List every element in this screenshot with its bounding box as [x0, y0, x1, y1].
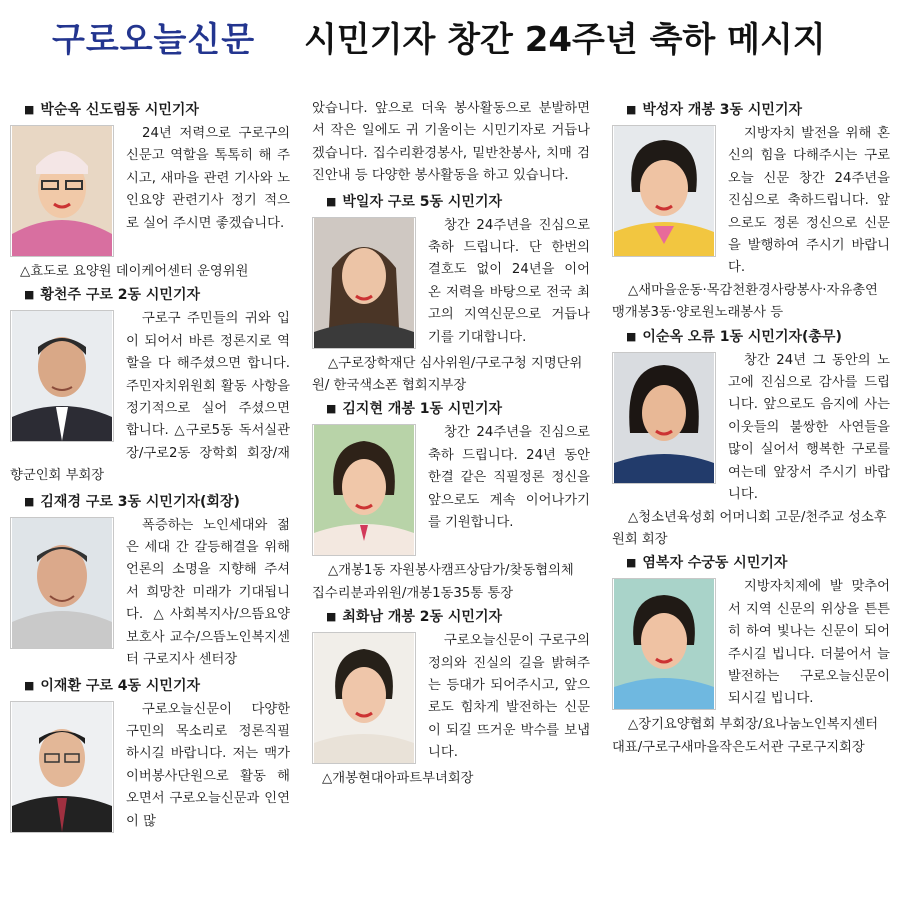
message-text: 지방자치제에 발 맞추어서 지역 신문의 위상을 튼튼히 하여 빛나는 신문이 되어 주시길 빕니다. 더불어서 늘 발전하는 구로오늘신문이 되시길 빕니다.	[728, 579, 890, 707]
reporter-affiliation: △새마을운동·목감천환경사랑봉사·자유총연맹개봉3동·양로원노래봉사 등	[612, 282, 878, 321]
reporter-photo	[612, 125, 716, 257]
column-1	[10, 98, 290, 912]
portrait-icon	[613, 126, 715, 256]
reporter-name: ■ 최화남 개봉 2동 시민기자	[326, 605, 590, 630]
reporter-name: ■ 김지현 개봉 1동 시민기자	[326, 397, 590, 422]
reporter-name: ■ 박순옥 신도림동 시민기자	[24, 98, 290, 123]
message-text: 구로오늘신문이 구로구의 정의와 진실의 길을 밝혀주는 등대가 되어주시고, 앞으로도 힘차게 발전하는 신문이 되길 뜨거운 박수를 보냅니다.	[428, 633, 590, 761]
continued-text: 았습니다. 앞으로 더욱 봉사활동으로 분발하면서 작은 일에도 귀 기울이는 시민기자로 거듭나겠습니다. 집수리환경봉사, 밑반찬봉사, 치매 검진안내 등 다양한 봉사활동을 하고 있습니다.	[312, 101, 590, 184]
message-text: 구로구 주민들의 귀와 입이 되어서 바른 정론지로 역할을 다 해주셨으면 합니다. 주민자치위원회 활동 사항을 정기적으로 실어 주셨으면 합니다. △구로5동 독서실관장/구로2동 장학회 회장/재향군인회 부회장	[10, 311, 290, 484]
reporter-name: ■ 이순옥 오류 1동 시민기자(총무)	[626, 325, 890, 350]
message-text: 24년 저력으로 구로구의 신문고 역할을 톡톡히 해 주시고, 새마을 관련 기사와 노인요양 관련기사 정기 적으로 실어 주시면 좋겠습니다.	[126, 126, 290, 231]
portrait-icon	[11, 518, 113, 648]
reporter-photo	[312, 632, 416, 764]
portrait-icon	[11, 311, 113, 441]
reporter-affiliation: △장기요양협회 부회장/요나눔노인복지센터대표/구로구새마을작은도서관 구로구지회장	[612, 717, 879, 755]
column-3	[612, 98, 890, 912]
reporter-name: ■ 김재경 구로 3동 시민기자(회장)	[24, 490, 290, 515]
reporter-photo	[612, 352, 716, 484]
portrait-icon	[313, 425, 415, 555]
reporter-photo	[10, 310, 114, 442]
reporter-name: ■ 황천주 구로 2동 시민기자	[24, 283, 290, 308]
message-text: 지방자치 발전을 위해 혼신의 힘을 다해주시는 구로오늘 신문 창간 24주년을 진심으로 축하드립니다. 앞으로도 정론 정신으로 신문을 발행하여 주시기 바랍니다.	[728, 126, 890, 276]
message-text: 창간 24년 그 동안의 노고에 진심으로 감사를 드립니다. 앞으로도 음지에 사는 이웃들의 불쌍한 사연들을 많이 실어서 행복한 구로를 여는데 앞장서 주시기 바랍니다.	[728, 352, 890, 503]
portrait-icon	[613, 353, 715, 483]
reporter-affiliation: △청소년육성회 어머니회 고문/천주교 성소후원회 회장	[612, 509, 887, 547]
reporter-name: ■ 박성자 개봉 3동 시민기자	[626, 98, 890, 123]
reporter-affiliation: △개봉1동 자원봉사캠프상담가/찾동협의체 집수리분과위원/개봉1동35통 통장	[312, 563, 574, 601]
reporter-affiliation: △개봉현대아파트부녀회장	[322, 771, 474, 787]
reporter-affiliation: △효도로 요양원 데이케어센터 운영위원	[20, 264, 249, 279]
reporter-photo	[10, 701, 114, 833]
page-headline: 시민기자 창간 24주년 축하 메시지	[304, 20, 826, 60]
header	[0, 0, 900, 88]
reporter-photo	[612, 578, 716, 710]
portrait-icon	[313, 633, 415, 763]
portrait-icon	[11, 702, 113, 832]
reporter-name: ■ 이재환 구로 4동 시민기자	[24, 674, 290, 699]
portrait-icon	[11, 126, 113, 256]
newspaper-masthead: 구로오늘신문	[52, 20, 256, 60]
reporter-photo	[312, 424, 416, 556]
message-text: 창간 24주년을 진심으로 축하 드립니다. 단 한번의 결호도 없이 24년을 이어 온 저력을 바탕으로 전국 최고의 지역신문으로 거듭나기를 기대합니다.	[428, 217, 590, 345]
portrait-icon	[313, 218, 415, 348]
portrait-icon	[613, 579, 715, 709]
reporter-name: ■ 박일자 구로 5동 시민기자	[326, 190, 590, 215]
message-text: 창간 24주년을 진심으로 축하 드립니다. 24년 동안 한결 같은 직필정론 정신을 앞으로도 계속 이어나가기를 기원합니다.	[428, 425, 590, 531]
reporter-photo	[10, 517, 114, 649]
reporter-name: ■ 염복자 수궁동 시민기자	[626, 551, 890, 576]
message-text: 폭증하는 노인세대와 젊은 세대 간 갈등해결을 위해 언론의 소명을 지향해 주셔서 희망찬 미래가 기대됩니다. △사회복지사/으뜸요양보호사 교수/으뜸노인복지센터 구로지사 센터장	[126, 517, 290, 668]
reporter-photo	[10, 125, 114, 257]
column-2	[312, 98, 590, 912]
reporter-affiliation: △구로장학재단 심사위원/구로구청 지명단위원/ 한국색소폰 협회지부장	[312, 355, 583, 394]
message-text: 구로오늘신문이 다양한 구민의 목소리로 정론직필 하시길 바랍니다. 저는 맥가이버봉사단원으로 활동 해 오면서 구로오늘신문과 인연이 많	[126, 701, 290, 829]
reporter-photo	[312, 217, 416, 349]
